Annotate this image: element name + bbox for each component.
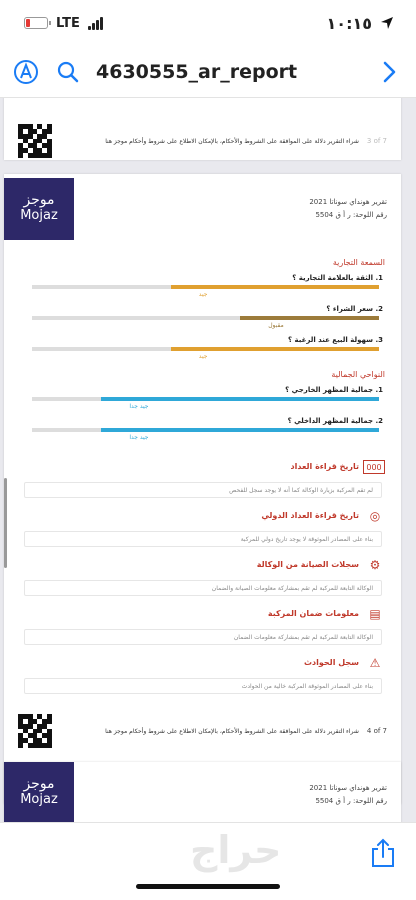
qr-code-icon xyxy=(18,124,52,158)
gear-icon: ⚙ xyxy=(369,558,381,572)
plate-label: رقم اللوحة: xyxy=(352,211,387,219)
page-footer xyxy=(4,714,401,748)
service-info-box: بناء على المصادر الموثوقة لا يوجد تاريخ دولي للمركبة xyxy=(24,531,382,547)
document-title: 4630555_ar_report xyxy=(96,60,298,83)
plate-row xyxy=(309,209,387,222)
terms-note[interactable]: شراء التقرير دلالة على الموافقة على الشروط والأحكام، بالإمكان الاطلاع على شروط وأحكام موجز هنا xyxy=(105,727,359,735)
service-title: تاريخ قراءة العداد xyxy=(290,462,359,471)
page-number xyxy=(367,727,387,735)
carrier-label: LTE xyxy=(56,15,80,31)
report-header xyxy=(309,782,387,808)
reputation-rating-bar xyxy=(32,347,379,351)
status-time: ١٠:١٥ xyxy=(326,13,372,33)
chevron-right-icon[interactable] xyxy=(376,58,404,86)
page-current: 4 xyxy=(366,727,372,735)
service-info-box: الوكالة التابعة للمركبة لم تقم بمشاركة معلومات الضمان xyxy=(24,629,382,645)
reputation-rating-bar xyxy=(32,285,379,289)
reputation-question: 2. سعر الشراء ؟ xyxy=(326,305,383,313)
scroll-indicator[interactable] xyxy=(4,478,7,568)
reputation-rating-label: جيد xyxy=(198,291,208,298)
aesthetics-rating-label: جيد جدا xyxy=(129,403,149,410)
nav-bar xyxy=(0,46,416,98)
status-bar xyxy=(0,0,416,46)
service-title: تاريخ قراءة العداد الدولي xyxy=(261,511,359,520)
aesthetics-question: 1. جمالية المظهر الخارجي ؟ xyxy=(285,386,383,394)
location-arrow-icon xyxy=(380,16,394,30)
status-right xyxy=(327,14,394,33)
aesthetics-rating-fill xyxy=(101,428,379,432)
reputation-rating-label: مقبول xyxy=(268,322,284,329)
service-info-box: الوكالة التابعة للمركبة لم تقم بمشاركة معلومات الصيانة والضمان xyxy=(24,580,382,596)
reputation-question: 1. الثقة بالعلامة التجارية ؟ xyxy=(292,274,383,282)
reputation-rating-label: جيد xyxy=(198,353,208,360)
aesthetics-question: 2. جمالية المظهر الداخلي ؟ xyxy=(287,417,383,425)
service-info-box: لم تقم المركبة بزيارة الوكالة كما أنه لا يوجد سجل للفحص xyxy=(24,482,382,498)
page-number: 3 of 7 xyxy=(366,137,387,145)
accident-icon: ⚠ xyxy=(369,656,381,670)
plate-value: ر أ ق 5504 xyxy=(315,797,351,805)
service-title: سجلات الصيانة من الوكالة xyxy=(256,560,359,569)
logo-english: Mojaz xyxy=(20,792,58,807)
report-header xyxy=(309,196,387,222)
page-5-top xyxy=(4,762,401,822)
reputation-rating-fill xyxy=(171,285,379,289)
terms-note[interactable]: شراء التقرير دلالة على الموافقة على الشروط والأحكام، بالإمكان الاطلاع على شروط وأحكام موجز هنا xyxy=(105,137,359,145)
mojaz-logo xyxy=(4,178,74,240)
aesthetics-rating-fill xyxy=(101,397,379,401)
service-title: سجل الحوادث xyxy=(304,658,359,667)
odometer-icon: 000 xyxy=(363,460,385,474)
mojaz-logo xyxy=(4,762,74,822)
globe-gauge-icon: ◎ xyxy=(369,509,381,523)
logo-arabic: موجز xyxy=(23,192,55,208)
page-3-bottom xyxy=(4,98,401,160)
warranty-icon: ▤ xyxy=(369,607,381,621)
aesthetics-rating-label: جيد جدا xyxy=(129,434,149,441)
qr-code-icon xyxy=(18,714,52,748)
share-icon[interactable] xyxy=(370,838,396,872)
home-indicator[interactable] xyxy=(136,884,280,889)
plate-value: ر أ ق 5504 xyxy=(315,211,351,219)
reputation-question: 3. سهولة البيع عند الرغبة ؟ xyxy=(287,336,383,344)
page-total: of 7 xyxy=(373,727,387,735)
service-info-box: بناء على المصادر الموثوقة المركبة خالية من الحوادث xyxy=(24,678,382,694)
status-left xyxy=(24,16,103,31)
haraj-watermark: حراج xyxy=(190,828,282,872)
aesthetics-rating-bar xyxy=(32,397,379,401)
reputation-title: السمعة التجارية xyxy=(332,258,385,267)
document-viewer[interactable] xyxy=(0,98,416,822)
service-title: معلومات ضمان المركبة xyxy=(267,609,359,618)
aesthetics-rating-bar xyxy=(32,428,379,432)
logo-arabic: موجز xyxy=(23,776,55,792)
reputation-rating-fill xyxy=(240,316,379,320)
reputation-rating-bar xyxy=(32,316,379,320)
plate-label: رقم اللوحة: xyxy=(352,797,387,805)
search-icon[interactable] xyxy=(54,58,82,86)
plate-row xyxy=(309,795,387,808)
signal-icon xyxy=(88,17,103,30)
logo-english: Mojaz xyxy=(20,208,58,223)
car-title: تقرير هونداي سوناتا 2021 xyxy=(309,198,387,206)
car-title: تقرير هونداي سوناتا 2021 xyxy=(309,784,387,792)
reputation-rating-fill xyxy=(171,347,379,351)
aesthetics-title: النواحي الجمالية xyxy=(331,370,385,379)
battery-icon xyxy=(24,17,48,29)
page-4 xyxy=(4,174,401,804)
markup-pen-icon[interactable] xyxy=(12,58,40,86)
